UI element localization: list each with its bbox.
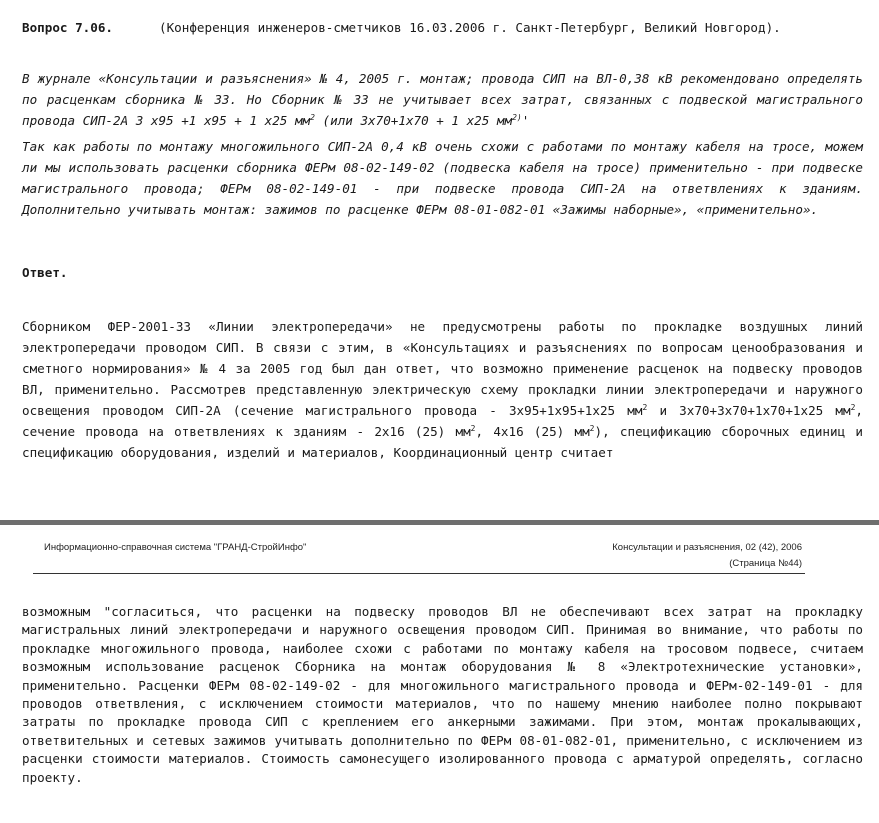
question-paragraph-1 — [22, 68, 863, 131]
question-text-part: В журнале «Консультации и разъяснения» № 4, 2005 г. монтаж; провода СИП на ВЛ-0,38 кВ рекомендовано определять по расценкам сборника № 33. Но Сборник № 33 не учитывает всех затрат, связанных с подвеской магистрального провода СИП-2А 3 х95 +1 х95 + 1 х25 мм — [22, 71, 863, 128]
superscript: 2 — [589, 423, 595, 433]
superscript: 2 — [850, 402, 856, 412]
question-text-part: ' — [521, 113, 530, 128]
page-header-journal: Консультации и разъяснения, 02 (42), 2006 — [612, 542, 802, 553]
page-header — [0, 525, 879, 581]
answer-paragraph — [22, 316, 863, 463]
question-number: Вопрос 7.06. — [22, 20, 113, 35]
question-conference: (Конференция инженеров-сметчиков 16.03.2006 г. Санкт-Петербург, Великий Новгород). — [159, 20, 781, 35]
superscript: 2 — [642, 402, 648, 412]
answer-text-part: Сборником ФЕР-2001-33 «Линии электропередачи» не предусмотрены работы по прокладке воздушных линий электропередачи проводом СИП. В связи с этим, в «Консультациях и разъяснениях по вопросам ценообразования и сметного нормирования» № 4 за 2005 год был дан ответ, что возможно применение расценок на подвеску проводов ВЛ, применительно. Рассмотрев представленную электрическую схему прокладки линии электропередачи и наружного освещения проводом СИП-2А (сечение магистрального провода - 3х95+1х95+1х25 мм — [22, 319, 863, 418]
question-paragraph-2: Так как работы по монтажу многожильного СИП-2А 0,4 кВ очень схожи с работами по монтажу кабеля на тросе, можем ли мы использовать расценки сборника ФЕРм 08-02-149-02 (подвеска кабеля на тросе) применительно - при подвеске магистрального провода; ФЕРм 08-02-149-01 - при подвеске провода СИП-2А на ответвлениях к зданиям. Дополнительно учитывать монтаж: зажимов по расценке ФЕРм 08-01-082-01 «Зажимы наборные», «применительно». — [22, 139, 863, 217]
answer-text-part: и 3х70+3х70+1х70+1х25 мм — [647, 403, 851, 418]
superscript: 2 — [470, 423, 476, 433]
superscript: 2) — [512, 112, 522, 122]
question-text-part: (или 3х70+1х70 + 1 х25 мм — [314, 113, 513, 128]
page-number: (Страница №44) — [729, 558, 802, 569]
superscript: 2 — [310, 112, 315, 122]
answer-text-part: , сечение провода на ответвлениях к зданиям - 2х16 (25) мм — [22, 403, 863, 439]
answer-text-part: ), спецификацию сборочных единиц и спецификацию оборудования, изделий и материалов, Координационный центр считает — [22, 424, 863, 460]
question-header — [22, 20, 863, 35]
answer-heading: Ответ. — [22, 265, 68, 280]
page-header-source: Информационно-справочная система "ГРАНД-СтройИнфо" — [44, 542, 307, 553]
header-rule — [33, 573, 805, 574]
continuation-paragraph: возможным "согласиться, что расценки на подвеску проводов ВЛ не обеспечивают всех затрат на прокладку магистральных линий электропередачи и наружного освещения проводом СИП. Принимая во внимание, что работы по прокладке многожильного провода, наиболее схожи с работами по монтажу кабеля на тросовом подвесе, считаем возможным использование расценок Сборника на монтаж оборудования № 8 «Электротехнические установки», применительно. Расценки ФЕРм 08-02-149-02 - для многожильного магистрального провода и ФЕРм-02-149-01 - для проводов ответвления, с исключением стоимости материалов, что по нашему мнению наиболее полно покрывают затраты по прокладке провода СИП с креплением его анкерными зажимами. При этом, монтаж прокалывающих, ответвительных и сетевых зажимов учитывать дополнительно по ФЕРм 08-01-082-01, применительно, с исключением из расценки стоимости материалов. Стоимость самонесущего изолированного провода с арматурой определять, согласно проекту. — [22, 604, 863, 785]
answer-text-part: , 4х16 (25) мм — [475, 424, 590, 439]
